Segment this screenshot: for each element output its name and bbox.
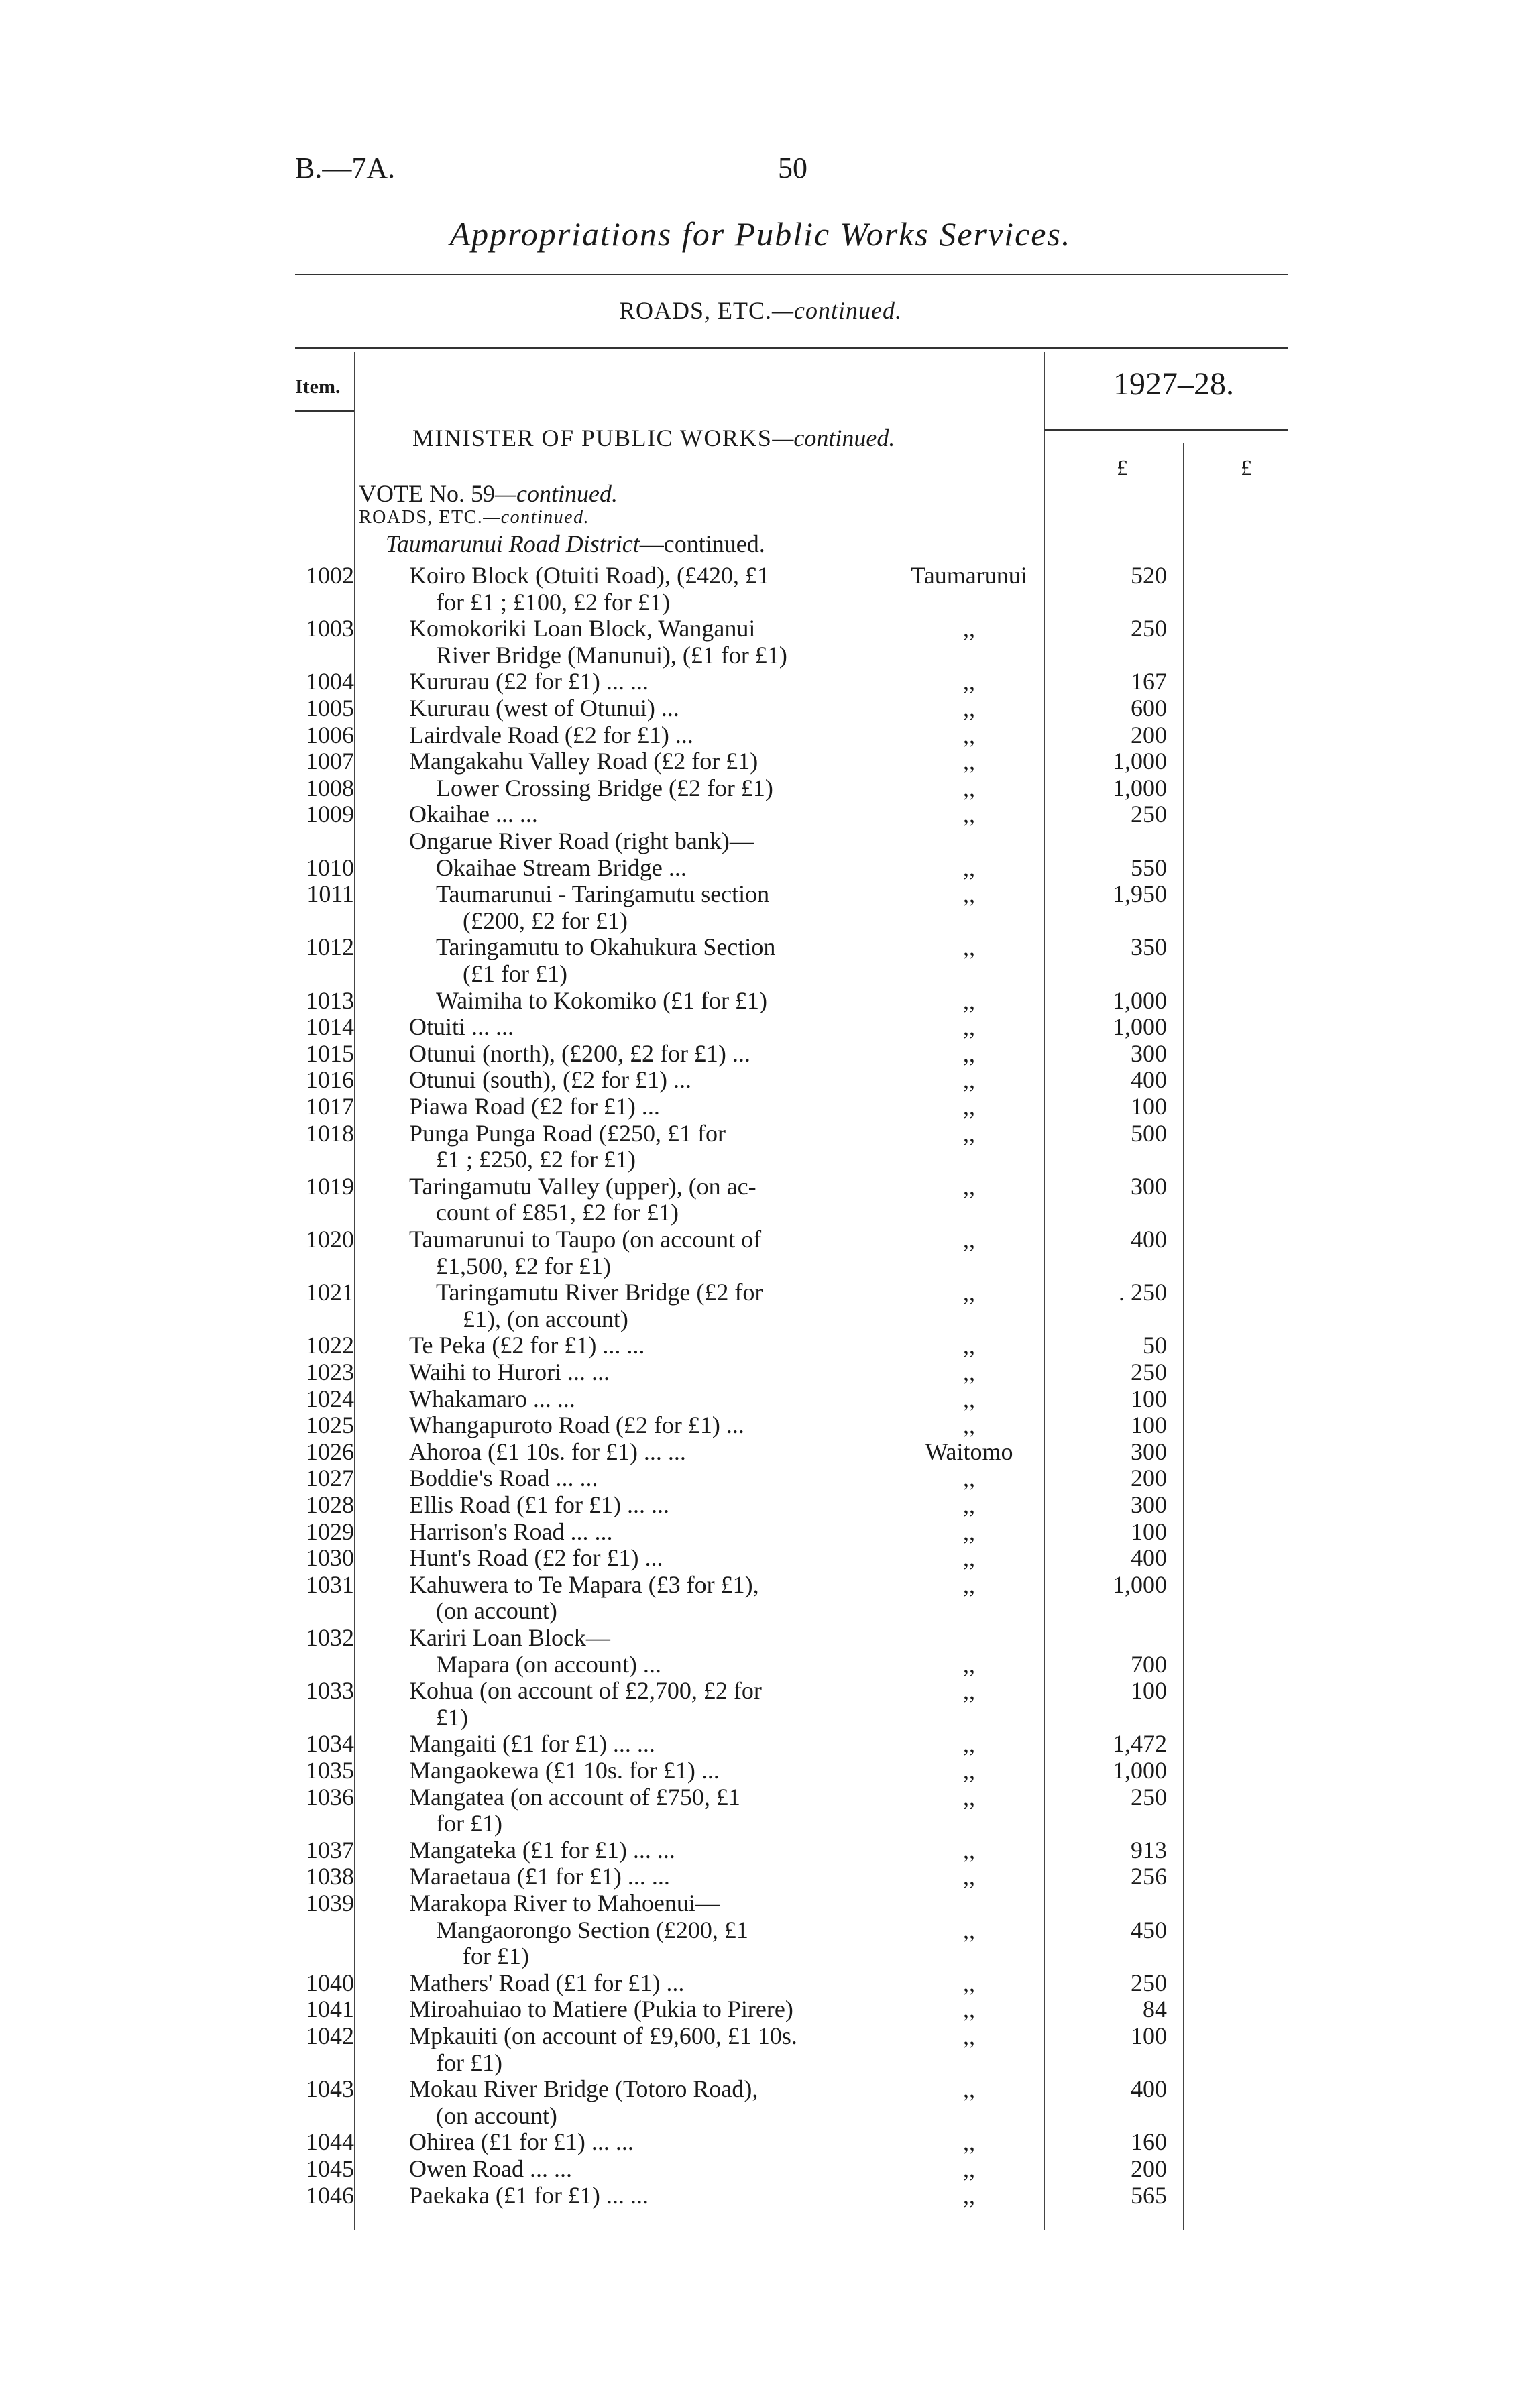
table-row (0, 1624, 1521, 1651)
item-number: 1034 (306, 1730, 354, 1758)
table-row (0, 1226, 1521, 1279)
item-description: Mangatea (on account of £750, £1 (409, 1783, 740, 1811)
amount-cell: 350 (1131, 933, 1167, 961)
item-number: 1029 (306, 1517, 354, 1545)
location-cell: ,, (963, 748, 975, 775)
table-row (0, 1465, 1521, 1491)
table-row (0, 1066, 1521, 1093)
item-description: Mangateka (£1 for £1) ... ... (409, 1836, 675, 1864)
table-row (0, 1120, 1521, 1173)
table-row (0, 1969, 1521, 1996)
table-row (0, 775, 1521, 801)
table-row (0, 1093, 1521, 1120)
pound-column-2-header: £ (1241, 456, 1252, 481)
section-title-text: ROADS, ETC. (618, 297, 773, 324)
amount-cell: . 250 (1119, 1279, 1167, 1306)
district-label: Taumarunui Road District (386, 530, 640, 557)
amount-cell: 100 (1131, 1517, 1167, 1545)
location-cell: ,, (963, 1412, 975, 1439)
table-row (0, 1890, 1521, 1916)
item-description: for £1 ; £100, £2 for £1) (436, 588, 670, 616)
item-description: Mapara (on account) ... (436, 1650, 661, 1678)
item-description: Otunui (north), (£200, £2 for £1) ... (409, 1039, 750, 1067)
location-cell: ,, (963, 1013, 975, 1041)
item-number: 1026 (306, 1438, 354, 1465)
location-cell: ,, (963, 801, 975, 828)
item-description: Mangaorongo Section (£200, £1 (436, 1916, 748, 1943)
location-cell: ,, (963, 668, 975, 695)
item-number: 1002 (306, 562, 354, 589)
item-description: Kururau (£2 for £1) ... ... (409, 668, 649, 695)
amount-cell: 913 (1131, 1836, 1167, 1864)
page-number: 50 (778, 152, 807, 184)
amount-cell: 160 (1131, 2128, 1167, 2156)
item-number: 1016 (306, 1066, 354, 1094)
location-cell: ,, (963, 880, 975, 908)
table-row (0, 562, 1521, 615)
item-description: Whakamaro ... ... (409, 1385, 575, 1412)
location-cell: ,, (963, 1491, 975, 1518)
amount-cell: 450 (1131, 1916, 1167, 1943)
item-description: Harrison's Road ... ... (409, 1517, 613, 1545)
item-number: 1007 (306, 748, 354, 775)
location-cell: ,, (963, 1730, 975, 1758)
table-row (0, 2075, 1521, 2128)
item-description: Kahuwera to Te Mapara (£3 for £1), (409, 1570, 759, 1598)
item-number: 1037 (306, 1836, 354, 1864)
section-continued: —continued. (772, 297, 902, 324)
item-description: Punga Punga Road (£250, £1 for (409, 1119, 726, 1147)
item-description: Mangaiti (£1 for £1) ... ... (409, 1730, 655, 1758)
table-row (0, 1730, 1521, 1757)
item-description: Taringamutu Valley (upper), (on ac- (409, 1172, 756, 1200)
location-cell: ,, (963, 854, 975, 881)
item-description: Lairdvale Road (£2 for £1) ... (409, 721, 693, 748)
item-number: 1041 (306, 1996, 354, 2023)
item-number: 1036 (306, 1783, 354, 1811)
item-description: Koiro Block (Otuiti Road), (£420, £1 (409, 562, 769, 589)
amount-cell: 300 (1131, 1039, 1167, 1067)
location-cell: ,, (963, 1863, 975, 1890)
location-cell: ,, (963, 933, 975, 961)
item-number: 1008 (306, 774, 354, 801)
item-number: 1031 (306, 1570, 354, 1598)
amount-cell: 200 (1131, 721, 1167, 748)
amount-cell: 300 (1131, 1438, 1167, 1465)
table-row (0, 1359, 1521, 1385)
location-cell: ,, (963, 1226, 975, 1253)
item-description: River Bridge (Manunui), (£1 for £1) (436, 641, 787, 669)
amount-cell: 250 (1131, 1359, 1167, 1385)
amount-cell: 84 (1143, 1996, 1167, 2023)
location-cell: ,, (963, 2155, 975, 2182)
location-cell: ,, (963, 1996, 975, 2023)
item-description: £1), (on account) (463, 1305, 628, 1332)
item-description: Kohua (on account of £2,700, £2 for (409, 1677, 762, 1705)
location-cell: ,, (963, 615, 975, 642)
item-description: Taringamutu to Okahukura Section (436, 933, 776, 961)
amount-cell: 1,950 (1113, 880, 1167, 908)
document-reference: B.—7A. (295, 152, 396, 184)
item-number: 1043 (306, 2075, 354, 2103)
item-number: 1018 (306, 1119, 354, 1147)
item-description: Komokoriki Loan Block, Wanganui (409, 615, 756, 642)
amount-cell: 500 (1131, 1119, 1167, 1147)
amount-cell: 100 (1131, 1412, 1167, 1439)
table-row (0, 1412, 1521, 1438)
table-row (0, 1279, 1521, 1332)
item-number: 1020 (306, 1226, 354, 1253)
item-number: 1006 (306, 721, 354, 748)
item-description: (£200, £2 for £1) (463, 907, 628, 934)
amount-cell: 250 (1131, 1969, 1167, 1996)
item-description: Ahoroa (£1 10s. for £1) ... ... (409, 1438, 686, 1465)
item-description: Marakopa River to Mahoenui— (409, 1890, 720, 1916)
item-description: (on account) (436, 2102, 557, 2129)
item-description: Waimiha to Kokomiko (£1 for £1) (436, 986, 768, 1014)
location-cell: ,, (963, 1544, 975, 1572)
table-row (0, 880, 1521, 933)
item-number: 1005 (306, 695, 354, 722)
table-row (0, 748, 1521, 775)
item-description: Taumarunui - Taringamutu section (436, 880, 770, 908)
item-number: 1040 (306, 1969, 354, 1996)
item-description: £1,500, £2 for £1) (436, 1252, 611, 1279)
table-row (0, 2182, 1521, 2209)
item-number: 1014 (306, 1013, 354, 1041)
amount-cell: 300 (1131, 1172, 1167, 1200)
item-description: Okaihae Stream Bridge ... (436, 854, 687, 881)
location-cell: ,, (963, 2022, 975, 2049)
location-cell: ,, (963, 986, 975, 1014)
item-description: Maraetaua (£1 for £1) ... ... (409, 1863, 670, 1890)
amount-cell: 1,000 (1113, 774, 1167, 801)
location-cell: ,, (963, 721, 975, 748)
table-row (0, 1491, 1521, 1518)
table-row (0, 1571, 1521, 1624)
vote-label: VOTE No. 59 (359, 480, 495, 507)
table-row (0, 1916, 1521, 1969)
roads-sub-label: ROADS, ETC. (359, 507, 484, 528)
item-number: 1025 (306, 1412, 354, 1439)
item-number: 1004 (306, 668, 354, 695)
item-description: Mokau River Bridge (Totoro Road), (409, 2075, 758, 2103)
location-cell: ,, (963, 1757, 975, 1784)
pound-column-1-header: £ (1117, 456, 1128, 481)
item-number: 1027 (306, 1465, 354, 1492)
page-title: Appropriations for Public Works Services. (449, 215, 1072, 253)
item-number: 1035 (306, 1757, 354, 1784)
table-row (0, 827, 1521, 854)
location-cell: ,, (963, 2181, 975, 2209)
minister-continued: —continued. (772, 424, 895, 451)
table-row (0, 695, 1521, 722)
table-row (0, 1385, 1521, 1412)
item-description: Piawa Road (£2 for £1) ... (409, 1093, 660, 1120)
table-row (0, 801, 1521, 827)
location-cell: ,, (963, 1650, 975, 1678)
item-number: 1009 (306, 801, 354, 828)
item-description: Owen Road ... ... (409, 2155, 572, 2182)
table-row (0, 1518, 1521, 1545)
table-row (0, 1040, 1521, 1067)
item-description: £1) (436, 1703, 468, 1731)
item-description: Mpkauiti (on account of £9,600, £1 10s. (409, 2022, 797, 2049)
item-description: count of £851, £2 for £1) (436, 1199, 679, 1226)
amount-cell: 1,472 (1113, 1730, 1167, 1758)
amount-cell: 250 (1131, 615, 1167, 642)
location-cell: ,, (963, 1465, 975, 1492)
location-cell: ,, (963, 1279, 975, 1306)
item-description: £1 ; £250, £2 for £1) (436, 1146, 636, 1173)
item-description: (on account) (436, 1597, 557, 1625)
amount-cell: 1,000 (1113, 1757, 1167, 1784)
table-row (0, 1438, 1521, 1465)
item-description: for £1) (463, 1943, 529, 1970)
amount-cell: 1,000 (1113, 986, 1167, 1014)
amount-cell: 167 (1131, 668, 1167, 695)
item-description: Miroahuiao to Matiere (Pukia to Pirere) (409, 1996, 793, 2023)
item-description: Ongarue River Road (right bank)— (409, 827, 754, 854)
item-number: 1024 (306, 1385, 354, 1412)
location-cell: ,, (963, 1836, 975, 1864)
location-cell: ,, (963, 1916, 975, 1943)
table-row (0, 1651, 1521, 1678)
table-row (0, 1863, 1521, 1890)
table-row (0, 1784, 1521, 1837)
amount-cell: 300 (1131, 1491, 1167, 1518)
item-description: Mathers' Road (£1 for £1) ... (409, 1969, 685, 1996)
amount-cell: 200 (1131, 2155, 1167, 2182)
amount-cell: 600 (1131, 695, 1167, 722)
item-description: (£1 for £1) (463, 960, 567, 987)
item-column-header: Item. (295, 376, 341, 398)
amount-cell: 400 (1131, 1226, 1167, 1253)
table-row (0, 1173, 1521, 1226)
table-row (0, 1544, 1521, 1571)
table-row (0, 2155, 1521, 2182)
table-row (0, 1837, 1521, 1864)
item-number: 1021 (306, 1279, 354, 1306)
item-number: 1015 (306, 1039, 354, 1067)
location-cell: ,, (963, 1093, 975, 1120)
item-description: Ellis Road (£1 for £1) ... ... (409, 1491, 669, 1518)
item-number: 1011 (306, 880, 354, 908)
item-description: Ohirea (£1 for £1) ... ... (409, 2128, 634, 2156)
location-cell: ,, (963, 1570, 975, 1598)
location-cell: ,, (963, 1332, 975, 1359)
item-number: 1044 (306, 2128, 354, 2156)
item-description: Te Peka (£2 for £1) ... ... (409, 1332, 645, 1359)
location-cell: ,, (963, 1783, 975, 1811)
amount-cell: 1,000 (1113, 1570, 1167, 1598)
table-row (0, 1013, 1521, 1040)
amount-cell: 200 (1131, 1465, 1167, 1492)
amount-cell: 1,000 (1113, 1013, 1167, 1041)
amount-cell: 100 (1131, 1385, 1167, 1412)
item-description: Boddie's Road ... ... (409, 1465, 598, 1492)
item-description: Waihi to Hurori ... ... (409, 1359, 610, 1385)
item-description: Taringamutu River Bridge (£2 for (436, 1279, 763, 1306)
item-description: for £1) (436, 2049, 502, 2076)
location-cell: Waitomo (925, 1438, 1013, 1465)
item-number: 1039 (306, 1890, 354, 1916)
item-description: Mangakahu Valley Road (£2 for £1) (409, 748, 758, 775)
amount-cell: 256 (1131, 1863, 1167, 1890)
table-row (0, 1332, 1521, 1359)
table-row (0, 1996, 1521, 2022)
item-number: 1012 (306, 933, 354, 961)
item-description: for £1) (436, 1810, 502, 1837)
amount-cell: 50 (1143, 1332, 1167, 1359)
item-description: Kururau (west of Otunui) ... (409, 695, 679, 722)
item-description: Hunt's Road (£2 for £1) ... (409, 1544, 663, 1572)
table-row (0, 2022, 1521, 2075)
amount-cell: 1,000 (1113, 748, 1167, 775)
item-number: 1032 (306, 1624, 354, 1651)
amount-cell: 250 (1131, 801, 1167, 828)
year-column-header: 1927–28. (1113, 366, 1234, 402)
location-cell: ,, (963, 1385, 975, 1412)
location-cell: ,, (963, 1066, 975, 1094)
item-description: Whangapuroto Road (£2 for £1) ... (409, 1412, 744, 1439)
location-cell: ,, (963, 1359, 975, 1385)
item-number: 1010 (306, 854, 354, 881)
table-row (0, 668, 1521, 695)
vote-continued: —continued. (494, 480, 618, 507)
table-row (0, 615, 1521, 668)
item-number: 1045 (306, 2155, 354, 2182)
table-row (0, 933, 1521, 986)
item-number: 1022 (306, 1332, 354, 1359)
table-row (0, 2128, 1521, 2155)
amount-cell: 700 (1131, 1650, 1167, 1678)
location-cell: ,, (963, 1172, 975, 1200)
amount-cell: 400 (1131, 1544, 1167, 1572)
amount-cell: 100 (1131, 2022, 1167, 2049)
item-number: 1038 (306, 1863, 354, 1890)
item-description: Okaihae ... ... (409, 801, 538, 828)
location-cell: ,, (963, 774, 975, 801)
item-number: 1003 (306, 615, 354, 642)
minister-label: MINISTER OF PUBLIC WORKS (412, 424, 773, 451)
location-cell: ,, (963, 695, 975, 722)
amount-cell: 250 (1131, 1783, 1167, 1811)
table-row (0, 1757, 1521, 1784)
table-row (0, 1677, 1521, 1730)
item-description: Otuiti ... ... (409, 1013, 514, 1041)
location-cell: ,, (963, 1517, 975, 1545)
item-number: 1017 (306, 1093, 354, 1120)
item-number: 1030 (306, 1544, 354, 1572)
amount-cell: 565 (1131, 2181, 1167, 2209)
item-description: Paekaka (£1 for £1) ... ... (409, 2181, 649, 2209)
table-row (0, 854, 1521, 881)
location-cell: ,, (963, 2128, 975, 2156)
item-number: 1042 (306, 2022, 354, 2049)
roads-sub-continued: —continued. (483, 507, 590, 528)
amount-cell: 520 (1131, 562, 1167, 589)
location-cell: ,, (963, 2075, 975, 2103)
table-row (0, 722, 1521, 748)
location-cell: ,, (963, 1039, 975, 1067)
amount-cell: 550 (1131, 854, 1167, 881)
item-description: Otunui (south), (£2 for £1) ... (409, 1066, 691, 1094)
item-number: 1033 (306, 1677, 354, 1705)
item-number: 1013 (306, 986, 354, 1014)
amount-cell: 400 (1131, 1066, 1167, 1094)
item-number: 1046 (306, 2181, 354, 2209)
location-cell: ,, (963, 1119, 975, 1147)
location-cell: ,, (963, 1969, 975, 1996)
amount-cell: 100 (1131, 1093, 1167, 1120)
amount-cell: 400 (1131, 2075, 1167, 2103)
item-number: 1019 (306, 1172, 354, 1200)
location-cell: ,, (963, 1677, 975, 1705)
location-cell: Taumarunui (911, 562, 1027, 589)
district-continued: —continued. (639, 530, 765, 557)
item-description: Lower Crossing Bridge (£2 for £1) (436, 774, 773, 801)
amount-cell: 100 (1131, 1677, 1167, 1705)
item-description: Mangaokewa (£1 10s. for £1) ... (409, 1757, 720, 1784)
table-row (0, 987, 1521, 1014)
item-number: 1023 (306, 1359, 354, 1385)
item-description: Kariri Loan Block— (409, 1624, 610, 1651)
item-description: Taumarunui to Taupo (on account of (409, 1226, 762, 1253)
item-number: 1028 (306, 1491, 354, 1518)
